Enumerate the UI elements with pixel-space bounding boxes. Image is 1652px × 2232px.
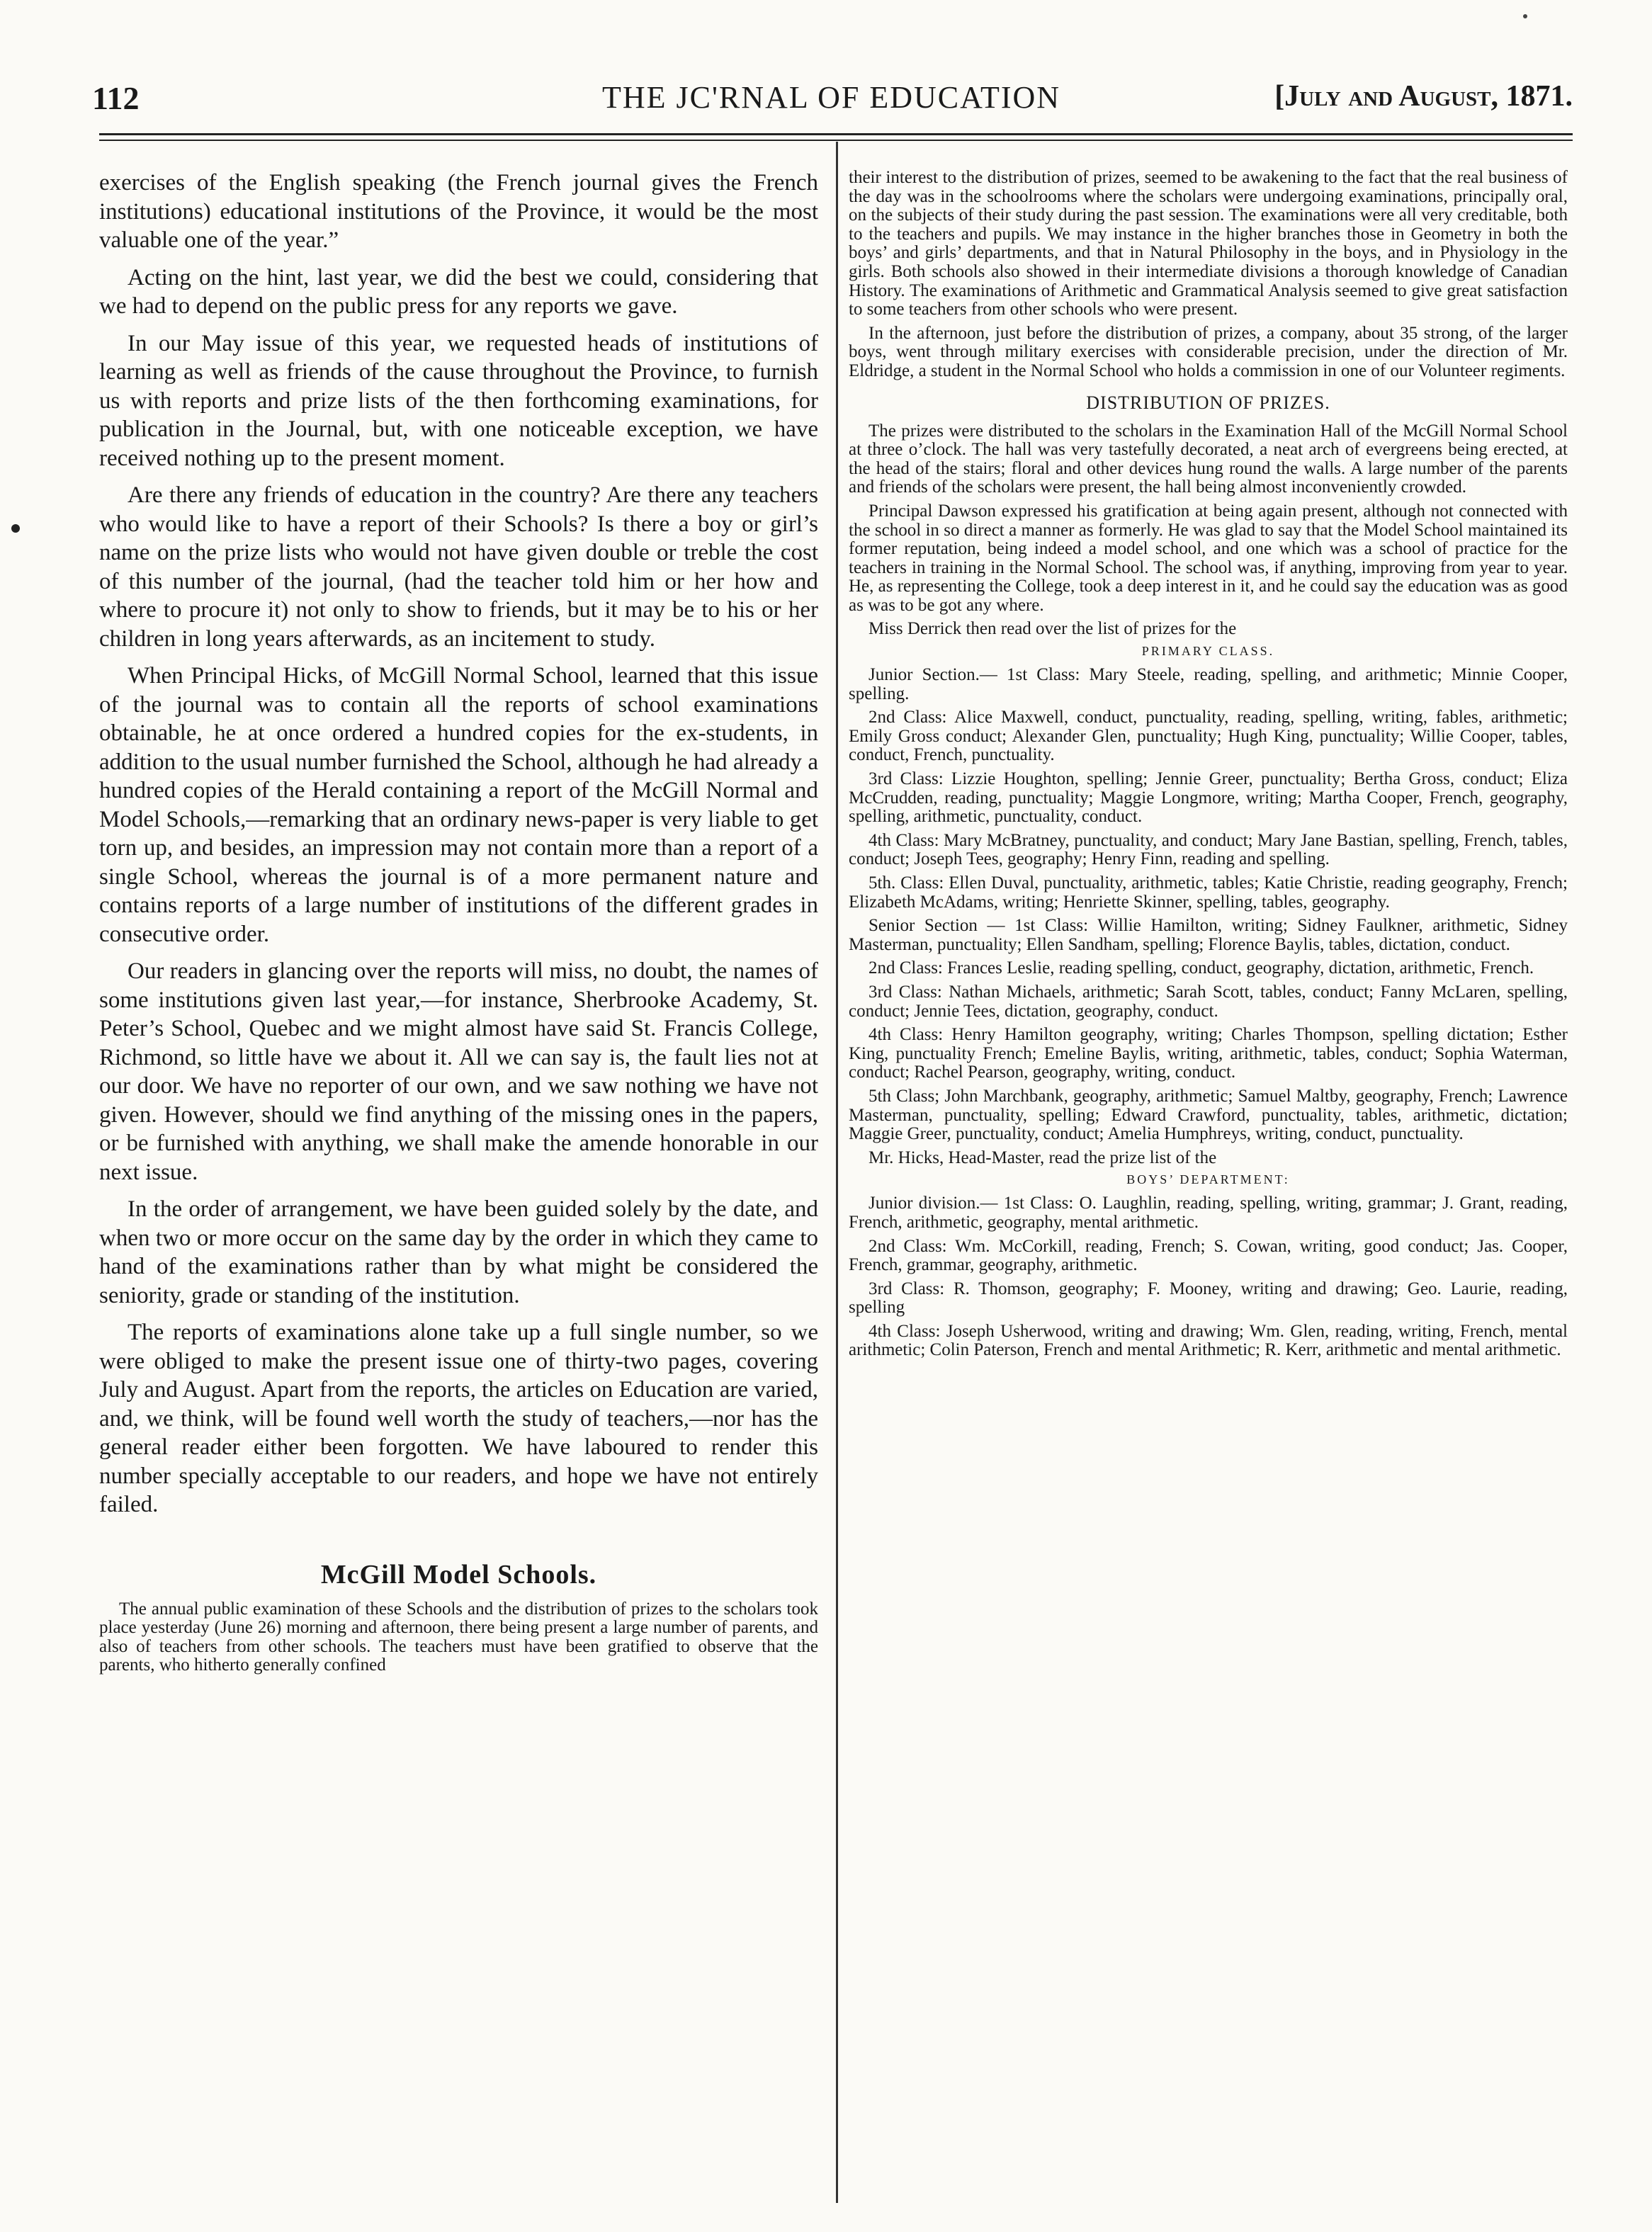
prize-entry: 4th Class: Henry Hamilton geography, writing; Charles Thompson, spelling dictation; Esther King, punctuality French; Emeline Baylis, writing, arithmetic, tables, conduct; Sophia Waterman, conduct; Rachel Pearson, geography, writing, conduct. xyxy=(849,1025,1568,1082)
paragraph: The prizes were distributed to the scholars in the Examination Hall of the McGill Normal School at three o’clock. The hall was very tastefully decorated, a neat arch of evergreens being erected, at the head of the stairs; floral and other devices hung round the walls. A large number of the parents and friends of the scholars were present, the hall being almost inconveniently crowded. xyxy=(849,421,1568,497)
section-title: McGill Model Schools. xyxy=(320,1559,597,1590)
paragraph: Our readers in glancing over the reports will miss, no doubt, the names of some institutions given last year,—for instance, Sherbrooke Academy, St. Peter’s School, Quebec and we might almost have said St. Francis College, Richmond, so little have we about it. All we can say is, the fault lies not at our door. We have no reporter of our own, and we saw nothing we have not given. However, should we find anything of the missing ones in the papers, or be furnished with anything, we shall make the amende honorable in our next issue. xyxy=(99,958,818,1185)
paragraph: Principal Dawson expressed his gratification at being again present, although not connected with the school in so direct a manner as formerly. He was glad to say that the Model School maintained its former reputation, being indeed a model school, and one which was a school of practice for the teachers in training in the Normal School. The school was, if anything, improving from year to year. He, as representing the College, took a deep interest in it, and he could say the education was as good as was to be got any where. xyxy=(849,501,1568,615)
prize-entry: 5th Class; John Marchbank, geography, arithmetic; Samuel Maltby, geography, French; Lawrence Masterman, punctuality, spelling; Edward Crawford, punctuality, tables, arithmetic, dictation; Maggie Greer, punctuality, conduct; Amelia Humphreys, writing, conduct, punctuality. xyxy=(849,1086,1568,1144)
paragraph: Acting on the hint, last year, we did the best we could, considering that we had to depend on the public press for any reports we gave. xyxy=(99,264,818,319)
paragraph: exercises of the English speaking (the French journal gives the French institutions) educational institutions of the Province, it would be the most valuable one of the year.” xyxy=(99,170,818,253)
paragraph: When Principal Hicks, of McGill Normal School, learned that this issue of the journal was to contain all the reports of school examinations obtainable, he at once ordered a hundred copies for the ex-students, in addition to the usual number furnished the School, although he had already a hundred copies of the Herald containing a report of the McGill Normal and Model Schools,—remarking that an ordinary news-paper is very liable to get torn up, and besides, an impression may not contain more than a report of a single School, whereas the journal is of a more permanent nature and contains reports of a large number of institutions of the different grades in consecutive order. xyxy=(99,663,818,947)
header-rule-thin xyxy=(99,140,1573,141)
paragraph: In our May issue of this year, we requested heads of institutions of learning as well as friends of the cause throughout the Province, to furnish us with reports and prize lists of the then forthcoming examinations, for publication in the Journal, but, with one noticeable exception, we have received nothing up to the present moment. xyxy=(99,330,818,471)
column-divider xyxy=(836,142,838,2203)
paragraph: The annual public examination of these Schools and the distribution of prizes to the scholars took place yesterday (June 26) morning and afternoon, there being present a large number of parents, and also of teachers from other schools. The teachers must have been gratified to observe that the parents, who hitherto generally confined xyxy=(99,1599,818,1675)
paragraph: In the afternoon, just before the distribution of prizes, a company, about 35 strong, of the larger boys, went through military exercises with considerable precision, under the direction of Mr. Eldridge, a student in the Normal School who holds a commission in one of our Volunteer regiments. xyxy=(849,323,1568,380)
prize-entry: 3rd Class: R. Thomson, geography; F. Mooney, writing and drawing; Geo. Laurie, reading, spelling xyxy=(849,1279,1568,1318)
prize-entry: 4th Class: Joseph Usherwood, writing and drawing; Wm. Glen, reading, writing, French, mental arithmetic; Colin Paterson, French and mental Arithmetic; R. Kerr, arithmetic and mental arithmetic. xyxy=(849,1321,1568,1360)
prize-entry: 4th Class: Mary McBratney, punctuality, and conduct; Mary Jane Bastian, spelling, French, tables, conduct; Joseph Tees, geography; Henry Finn, reading and spelling. xyxy=(849,830,1568,869)
paragraph: their interest to the distribution of prizes, seemed to be awakening to the fact that the real business of the day was in the schoolrooms where the scholars were undergoing examinations, principally oral, on the subjects of their study during the past session. The examinations were all very creditable, both to the teachers and pupils. We may instance in the higher branches those in Geometry in both the boys’ and girls’ departments, and that in Natural Philosophy in the boys, and in Physiology in the girls. Both schools also showed in their intermediate divisions a thorough knowledge of Canadian History. The examinations of Arithmetic and Grammatical Analysis seemed to give great satisfaction to some teachers from other schools who were present. xyxy=(849,168,1568,319)
page-number: 112 xyxy=(92,80,140,116)
paragraph: Mr. Hicks, Head-Master, read the prize list of the xyxy=(869,1148,1217,1167)
prize-entry: Junior Section.— 1st Class: Mary Steele, reading, spelling, and arithmetic; Minnie Cooper, spelling. xyxy=(849,665,1568,703)
prize-entry: 2nd Class: Frances Leslie, reading spelling, conduct, geography, dictation, arithmetic, French. xyxy=(869,958,1534,978)
prize-entry: Junior division.— 1st Class: O. Laughlin, reading, spelling, writing, grammar; J. Grant, reading, French, arithmetic, geography, mental arithmetic. xyxy=(849,1194,1568,1232)
issue-date: [July and August, 1871. xyxy=(1274,80,1573,113)
prizes-heading: DISTRIBUTION OF PRIZES. xyxy=(1086,392,1330,413)
journal-title: THE JC'RNAL OF EDUCATION xyxy=(602,80,1061,115)
prize-entry: 3rd Class: Nathan Michaels, arithmetic; Sarah Scott, tables, conduct; Fanny McLaren, spelling, conduct; Jennie Tees, dictation, geography, conduct. xyxy=(849,982,1568,1021)
paragraph: Miss Derrick then read over the list of prizes for the xyxy=(869,619,1237,639)
page-header xyxy=(92,79,1573,129)
ink-speck xyxy=(1523,14,1527,18)
paragraph: The reports of examinations alone take up a full single number, so we were obliged to make the present issue one of thirty-two pages, covering July and August. Apart from the reports, the articles on Education are varied, and, we think, will be found well worth the study of teachers,—nor has the general reader either been forgotten. We have laboured to render this number specially acceptable to our readers, and hope we have not entirely failed. xyxy=(99,1320,818,1517)
paragraph: In the order of arrangement, we have been guided solely by the date, and when two or more occur on the same day by the order in which they came to hand of the examinations rather than by what might be considered the seniority, grade or standing of the institution. xyxy=(99,1196,818,1308)
boys-department-heading: BOYS’ DEPARTMENT: xyxy=(1126,1172,1290,1187)
prize-entry: 3rd Class: Lizzie Houghton, spelling; Jennie Greer, punctuality; Bertha Gross, conduct; Eliza McCrudden, reading, punctuality; Maggie Longmore, writing; Martha Cooper, French, geography, spelling, arithmetic, punctuality, conduct. xyxy=(849,769,1568,827)
header-rule xyxy=(99,133,1573,135)
left-column xyxy=(99,169,818,1675)
prize-entry: 2nd Class: Alice Maxwell, conduct, punctuality, reading, spelling, writing, fables, arithmetic; Emily Gross conduct; Alexander Glen, punctuality; Hugh King, punctuality; Willie Cooper, tables, conduct, French, punctuality. xyxy=(849,708,1568,765)
paragraph: Are there any friends of education in the country? Are there any teachers who would like to have a report of their Schools? Is there a boy or girl’s name on the prize lists who would not have given double or treble the cost of this number of the journal, (had the teacher told him or her how and where to procure it) not only to show to friends, but it may be to his or her children in long years afterwards, as an incitement to study. xyxy=(99,482,818,652)
primary-class-heading: PRIMARY CLASS. xyxy=(1141,644,1275,659)
prize-entry: 5th. Class: Ellen Duval, punctuality, arithmetic, tables; Katie Christie, reading geography, French; Elizabeth McAdams, writing; Henriette Skinner, spelling, tables, geography. xyxy=(849,873,1568,912)
right-column xyxy=(849,169,1568,1365)
prize-entry: 2nd Class: Wm. McCorkill, reading, French; S. Cowan, writing, good conduct; Jas. Cooper, French, grammar, geography, arithmetic. xyxy=(849,1236,1568,1275)
ink-speck xyxy=(11,524,20,533)
prize-entry: Senior Section — 1st Class: Willie Hamilton, writing; Sidney Faulkner, arithmetic, Sidney Masterman, punctuality; Ellen Sandham, spelling; Florence Baylis, tables, dictation, conduct. xyxy=(849,916,1568,954)
